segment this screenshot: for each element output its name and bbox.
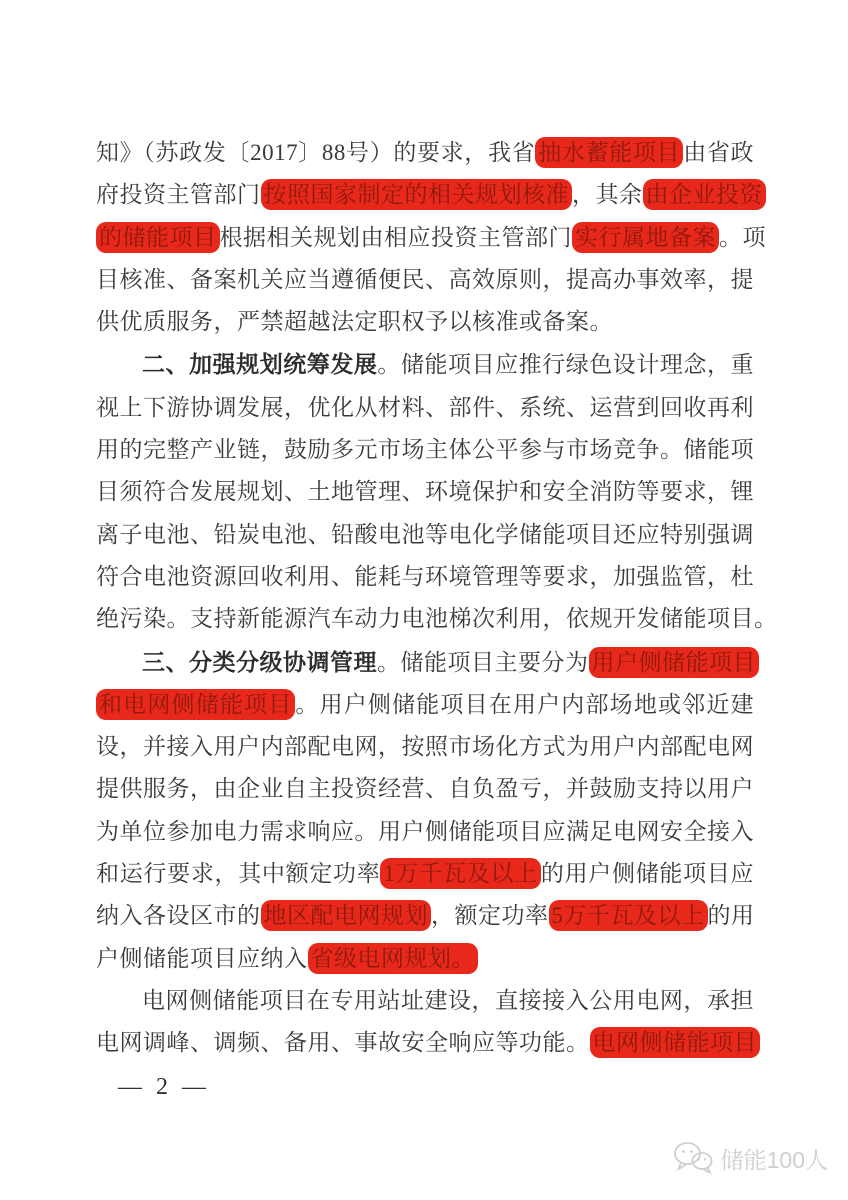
text-segment: 为单位参加电力需求响应。用户侧储能项目应满足电网安全接入	[96, 818, 754, 844]
red-highlight: 和电网侧储能项目	[96, 689, 295, 720]
red-highlight: 地区配电网规划	[261, 900, 432, 931]
text-segment: 的用	[707, 903, 755, 929]
text-segment: 府投资主管部门	[96, 182, 261, 208]
text-segment: 用的完整产业链，鼓励多元市场主体公平参与市场竞争。储能项	[96, 437, 754, 463]
red-highlight: 5万千瓦及以上	[549, 900, 708, 931]
text-line	[96, 853, 754, 895]
text-segment: 绝污染。支持新能源汽车动力电池梯次利用，依规开发储能项目。	[96, 606, 778, 632]
text-line	[96, 684, 754, 726]
text-segment: 供优质服务，严禁超越法定职权予以核准或备案。	[96, 309, 613, 335]
text-line	[96, 343, 754, 386]
document-body	[96, 132, 778, 1065]
text-line	[96, 301, 754, 343]
text-line	[96, 174, 763, 216]
text-line	[96, 598, 778, 640]
text-line	[96, 895, 754, 937]
watermark	[672, 1140, 828, 1176]
text-segment: 。项	[719, 224, 766, 250]
text-line	[96, 259, 754, 301]
text-segment: 电网侧储能项目在专用站址建设，直接接入公用电网，承担	[142, 987, 754, 1013]
text-segment: 目须符合发展规划、土地管理、环境保护和安全消防等要求，锂	[96, 479, 754, 505]
text-segment: 目核准、备案机关应当遵循便民、高效原则，提高办事效率，提	[96, 266, 754, 292]
text-line	[96, 556, 754, 598]
text-segment: ，其余	[572, 182, 643, 208]
red-highlight: 实行属地备案	[572, 222, 719, 253]
text-segment: 。储能项目主要分为	[377, 649, 589, 675]
text-segment: 离子电池、铅炭电池、铅酸电池等电化学储能项目还应特别强调	[96, 521, 754, 547]
text-line	[96, 387, 754, 429]
text-segment: 设，并接入用户内部配电网，按照市场化方式为用户内部配电网	[96, 734, 754, 760]
text-line	[96, 938, 754, 980]
text-line	[96, 217, 766, 259]
red-highlight: 用户侧储能项目	[589, 647, 760, 678]
text-segment: 。用户侧储能项目在用户内部场地或邻近建	[295, 691, 755, 717]
text-line	[96, 132, 754, 174]
red-highlight: 抽水蓄能项目	[535, 137, 683, 168]
text-segment: 纳入各设区市的	[96, 903, 261, 929]
text-segment: 户侧储能项目应纳入	[96, 945, 308, 971]
text-segment: ，额定功率	[431, 903, 549, 929]
text-segment: 的用户侧储能项目应	[540, 861, 755, 887]
section-heading: 二、加强规划统筹发展	[142, 351, 378, 378]
text-line	[96, 768, 754, 810]
page-number: — 2 —	[118, 1074, 210, 1100]
text-line	[96, 471, 754, 513]
text-line	[96, 811, 754, 853]
red-highlight: 由企业投资	[643, 179, 767, 210]
text-segment: 提供服务，由企业自主投资经营、自负盈亏，并鼓励支持以用户	[96, 776, 754, 802]
watermark-text: 储能100人	[720, 1146, 828, 1173]
red-highlight: 的储能项目	[96, 222, 220, 253]
text-segment: 。储能项目应推行绿色设计理念，重	[377, 352, 755, 378]
red-highlight: 1万千瓦及以上	[380, 858, 540, 889]
text-segment: 和运行要求，其中额定功率	[96, 861, 381, 887]
text-line	[96, 1022, 757, 1064]
text-line	[96, 726, 754, 768]
text-line	[96, 641, 754, 684]
text-segment: 符合电池资源回收利用、能耗与环境管理等要求，加强监管，杜	[96, 563, 754, 589]
red-highlight: 按照国家制定的相关规划核准	[261, 179, 573, 210]
text-segment: 视上下游协调发展，优化从材料、部件、系统、运营到回收再利	[96, 394, 754, 420]
wechat-icon	[672, 1140, 714, 1176]
text-segment: 由省政	[683, 140, 755, 165]
text-segment: 电网调峰、调频、备用、事故安全响应等功能。	[96, 1030, 590, 1056]
text-segment: 知》（苏政发〔2017〕88号）的要求，我省	[96, 140, 536, 165]
section-heading: 三、分类分级协调管理	[142, 648, 377, 675]
red-highlight: 电网侧储能项目	[590, 1027, 761, 1058]
text-line	[96, 429, 754, 471]
red-highlight: 省级电网规划。	[308, 943, 479, 974]
text-line	[96, 514, 754, 556]
text-segment: 根据相关规划由相应投资主管部门	[219, 224, 572, 250]
text-line	[96, 980, 754, 1022]
